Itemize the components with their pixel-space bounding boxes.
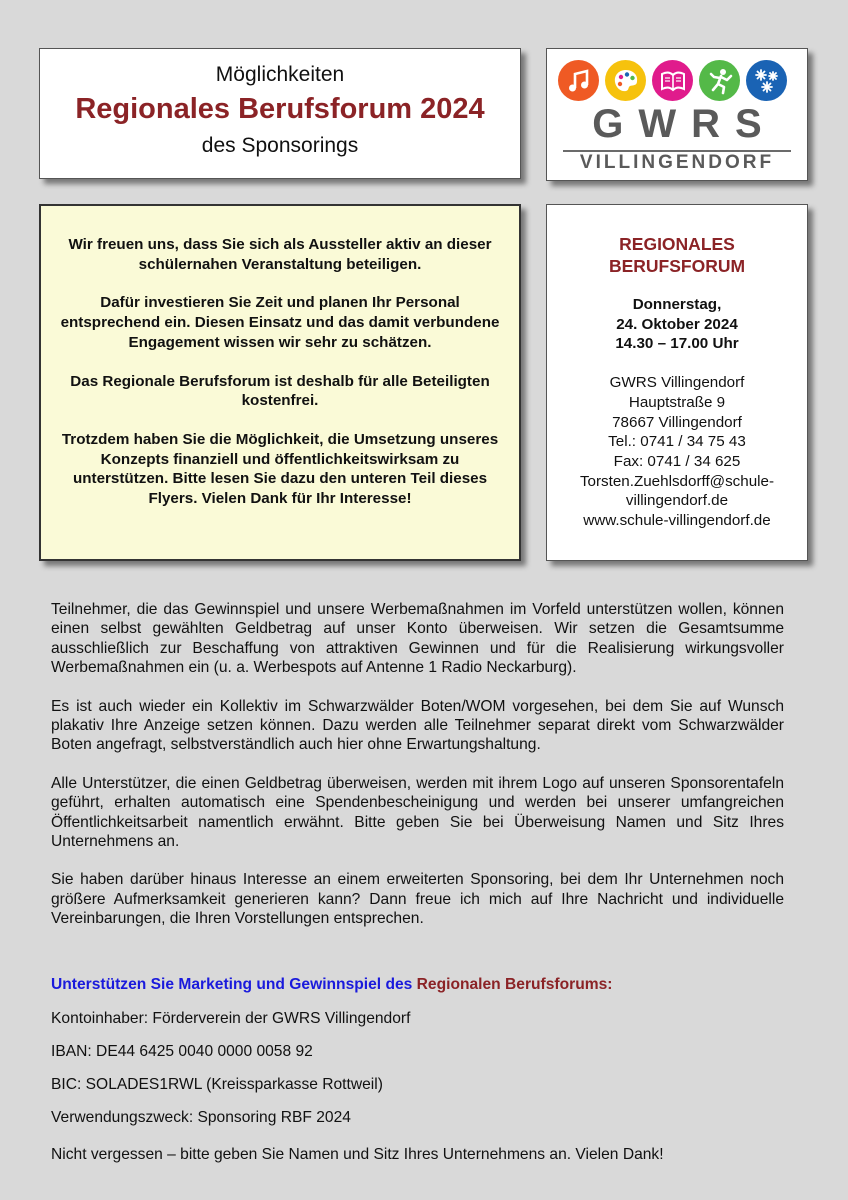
intro-box [39, 204, 521, 561]
event-heading-1: REGIONALES [619, 234, 735, 254]
school-city: 78667 Villingendorf [612, 413, 742, 431]
page-title: Regionales Berufsforum 2024 [75, 93, 485, 125]
event-date: 24. Oktober 2024 [616, 315, 738, 333]
music-note-icon [558, 60, 599, 101]
school-website[interactable]: www.schule-villingendorf.de [583, 512, 771, 530]
contact-email-line-2[interactable]: villingendorf.de [625, 492, 729, 510]
body-text [51, 600, 784, 948]
event-info-box [546, 204, 808, 561]
body-paragraph-1: Teilnehmer, die das Gewinnspiel und unsere Werbemaßnahmen im Vorfeld unterstützen wollen, können einen selbst gewählten Geldbetrag auf unser Konto überweisen. Wir setzen die Gesamtsumme ausschließlich zur Beschaffung von attraktiven Gewinnen und für die Realisierung wirkungsvoller Werbemaßnahmen ein (u. a. Werbespots auf Antenne 1 Radio Neckarburg). [51, 601, 784, 677]
school-fax: Fax: 0741 / 34 625 [613, 452, 741, 470]
body-paragraph-3: Alle Unterstützer, die einen Geldbetrag überweisen, werden mit ihrem Logo auf unseren Sponsorentafeln geführt, erhalten automatisch eine Spendenbescheinigung und werden bei unserer umfangreichen Öffentlichkeitsarbeit namentlich erwähnt. Bitte geben Sie bei Überweisung Namen und Sitz Ihres Unternehmens an. [51, 774, 784, 851]
account-holder: Kontoinhaber: Förderverein der GWRS Villingendorf [51, 1010, 411, 1027]
palette-icon [605, 60, 646, 101]
event-heading-2: BERUFSFORUM [608, 256, 746, 276]
logo-icons [558, 60, 787, 101]
support-heading-red: Regionalen Berufsforums: [416, 976, 613, 993]
title-box [39, 48, 521, 179]
body-paragraph-2: Es ist auch wieder ein Kollektiv im Schwarzwälder Boten/WOM vorgesehen, bei dem Sie auf Wunsch plakativ Ihre Anzeige setzen können. Dazu werden alle Teilnehmer separat direkt vom Schwarzwälder Boten angefragt, selbstverständlich auch hier ohne Erwartungshaltung. [51, 697, 784, 754]
snowflake-stars-icon [746, 60, 787, 101]
intro-paragraph-2: Dafür investieren Sie Zeit und planen Ihr Personal entsprechend ein. Diesen Einsatz und das damit verbundene Engagement wissen wir sehr zu schätzen. [60, 294, 500, 351]
title-line-3: des Sponsorings [201, 134, 359, 157]
school-logo [546, 48, 808, 181]
body-paragraph-4: Sie haben darüber hinaus Interesse an einem erweiterten Sponsoring, bei dem Ihr Unternehmen noch größere Aufmerksamkeit generieren kann? Dann freue ich mich auf Ihre Nachricht und individuelle Vereinbarungen, die Ihren Vorstellungen entsprechen. [51, 871, 784, 928]
logo-gwrs: GWRS [592, 102, 777, 146]
running-person-icon [699, 60, 740, 101]
intro-paragraph-1: Wir freuen uns, dass Sie sich als Aussteller aktiv an dieser schülernahen Veranstaltung beteiligen. [68, 236, 492, 273]
payment-purpose: Verwendungszweck: Sponsoring RBF 2024 [51, 1109, 351, 1126]
bic: BIC: SOLADES1RWL (Kreissparkasse Rottweil) [51, 1076, 383, 1093]
school-phone: Tel.: 0741 / 34 75 43 [608, 433, 746, 451]
intro-paragraph-3: Das Regionale Berufsforum ist deshalb für alle Beteiligten kostenfrei. [70, 372, 490, 410]
logo-place: VILLINGENDORF [579, 152, 775, 173]
iban: IBAN: DE44 6425 0040 0000 0058 92 [51, 1043, 313, 1060]
intro-paragraph-4: Trotzdem haben Sie die Möglichkeit, die Umsetzung unseres Konzepts finanziell und öffentlichkeitswirksam zu unterstützen. Bitte lesen Sie dazu den unteren Teil dieses Flyers. Vielen Dank für Ihr Interesse! [61, 430, 499, 508]
reminder-text: Nicht vergessen – bitte geben Sie Namen und Sitz Ihres Unternehmens an. Vielen Dank! [51, 1146, 664, 1163]
support-section [51, 975, 791, 1164]
contact-email-line-1[interactable]: Torsten.Zuehlsdorff@schule- [579, 472, 775, 490]
support-heading [51, 975, 791, 994]
title-line-1: Möglichkeiten [215, 63, 345, 86]
book-icon [652, 60, 693, 101]
event-day: Donnerstag, [632, 296, 722, 313]
school-name: GWRS Villingendorf [609, 374, 745, 392]
support-heading-blue: Unterstützen Sie Marketing und Gewinnspiel des [51, 976, 417, 993]
event-time: 14.30 – 17.00 Uhr [615, 335, 739, 353]
school-street: Hauptstraße 9 [628, 393, 726, 411]
